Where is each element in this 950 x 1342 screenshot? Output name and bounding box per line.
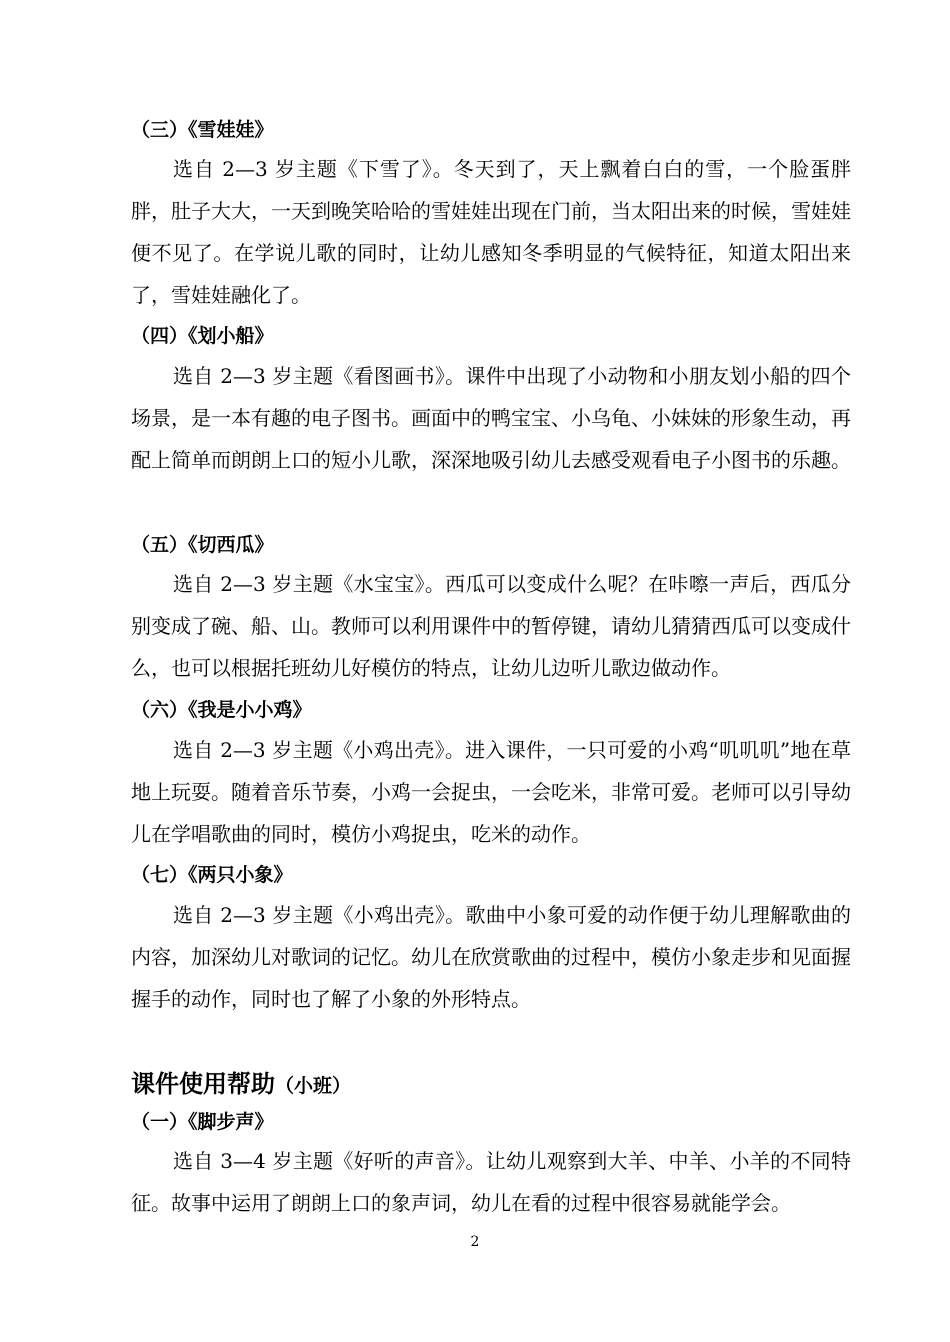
section-body-liangzhixiaoxiang: 选自 2—3 岁主题《小鸡出壳》。歌曲中小象可爱的动作便于幼儿理解歌曲的内容，加深幼儿对歌词的记忆。幼儿在欣赏歌曲的过程中，模仿小象走步和见面握握手的动作，同时也了解了小象的外形特点。 (131, 903, 851, 1011)
section-body-xuewawa: 选自 2—3 岁主题《下雪了》。冬天到了，天上飘着白白的雪，一个脸蛋胖胖，肚子大大，一天到晚笑哈哈的雪娃娃出现在门前，当太阳出来的时候，雪娃娃便不见了。在学说儿歌的同时，让幼儿感知冬季明显的气候特征，知道太阳出来了，雪娃娃融化了。 (131, 157, 851, 307)
section-heading-qiexigua: （五）《切西瓜》 (131, 534, 274, 556)
page-number: 2 (470, 1234, 480, 1250)
section-body-qiexigua: 选自 2—3 岁主题《水宝宝》。西瓜可以变成什么呢？在咔嚓一声后，西瓜分别变成了碗、船、山。教师可以利用课件中的暂停键，请幼儿猜猜西瓜可以变成什么，也可以根据托班幼儿好模仿的特点，让幼儿边听儿歌边做动作。 (131, 572, 851, 680)
help-section-title (131, 1068, 831, 1102)
section-heading-xiaoxiaoji: （六）《我是小小鸡》 (131, 699, 312, 721)
section-heading-xuewawa: （三）《雪娃娃》 (131, 119, 274, 141)
section-body-huaxiaochuan: 选自 2—3 岁主题《看图画书》。课件中出现了小动物和小朋友划小船的四个场景，是一本有趣的电子图书。画面中的鸭宝宝、小乌龟、小妹妹的形象生动，再配上简单而朗朗上口的短小儿歌，深深地吸引幼儿去感受观看电子小图书的乐趣。 (131, 364, 851, 472)
section-body-xiaoxiaoji: 选自 2—3 岁主题《小鸡出壳》。进入课件，一只可爱的小鸡“叽叽叽”地在草地上玩耍。随着音乐节奏，小鸡一会捉虫，一会吃米，非常可爱。老师可以引导幼儿在学唱歌曲的同时，模仿小鸡捉虫，吃米的动作。 (131, 738, 851, 846)
help-title-sub: （小班） (275, 1075, 352, 1097)
section-heading-huaxiaochuan: （四）《划小船》 (131, 325, 274, 347)
help-title-main: 课件使用帮助 (131, 1070, 275, 1098)
section-heading-jiaobusheng: （一）《脚步声》 (131, 1111, 274, 1133)
section-heading-liangzhixiaoxiang: （七）《两只小象》 (131, 864, 293, 886)
section-body-jiaobusheng: 选自 3—4 岁主题《好听的声音》。让幼儿观察到大羊、中羊、小羊的不同特征。故事中运用了朗朗上口的象声词，幼儿在看的过程中很容易就能学会。 (131, 1149, 851, 1215)
